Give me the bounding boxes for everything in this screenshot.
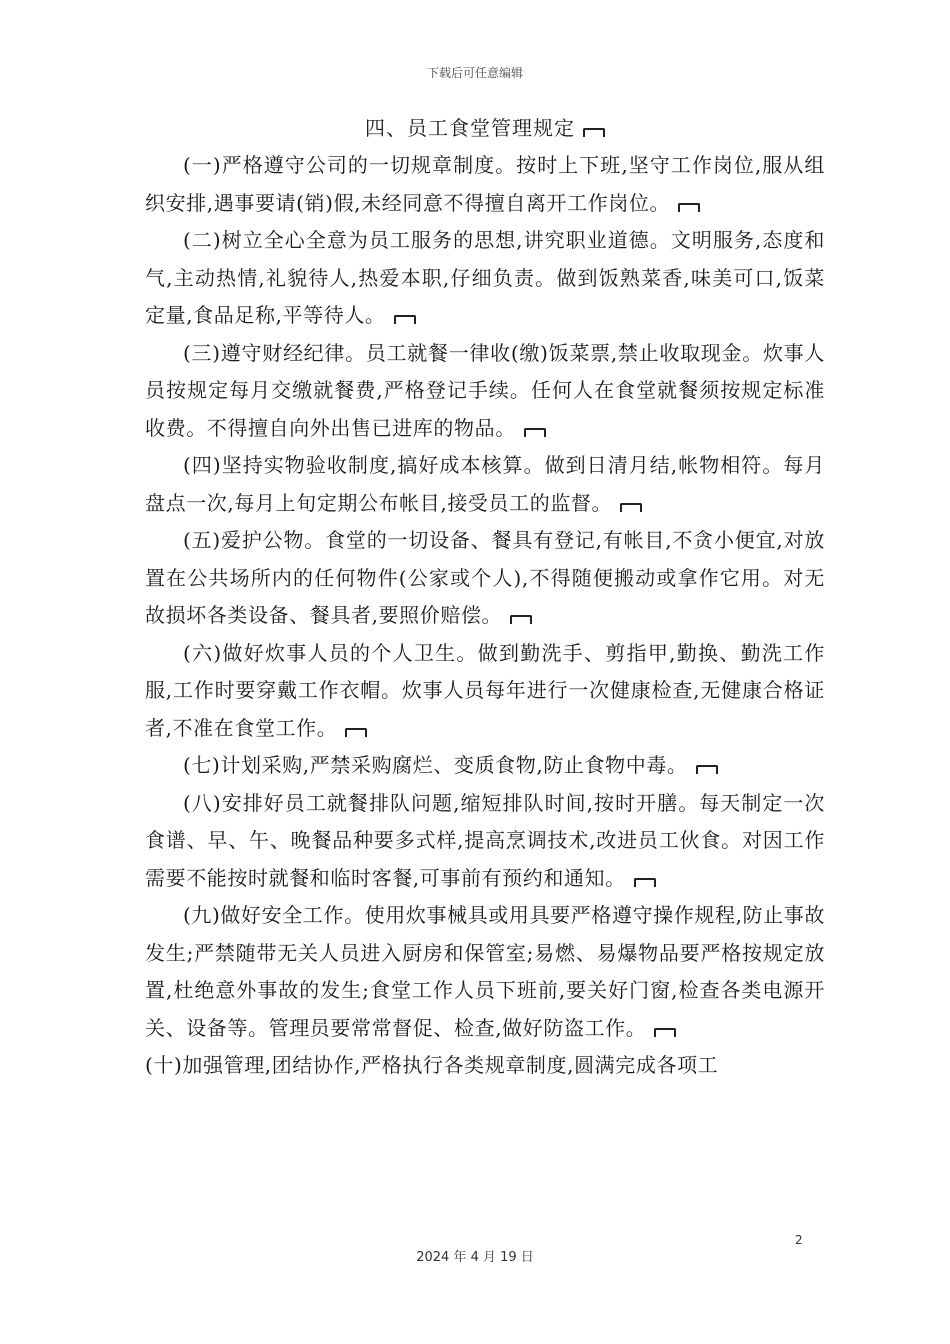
paragraph-mark-icon	[510, 615, 532, 624]
rule-text: (八)安排好员工就餐排队问题,缩短排队时间,按时开膳。每天制定一次食谱、早、午、晚餐品种要多式样,提高烹调技术,改进员工伙食。对因工作需要不能按时就餐和临时客餐,可事前有预约和通知。	[145, 790, 825, 890]
rule-paragraph-6	[145, 635, 825, 748]
document-body	[145, 110, 825, 1085]
rule-paragraph-2	[145, 222, 825, 335]
rule-text: (一)严格遵守公司的一切规章制度。按时上下班,坚守工作岗位,服从组织安排,遇事要请(销)假,未经同意不得擅自离开工作岗位。	[145, 153, 825, 215]
paragraph-mark-icon	[678, 203, 700, 212]
paragraph-mark-icon	[345, 728, 367, 737]
rule-text: (二)树立全心全意为员工服务的思想,讲究职业道德。文明服务,态度和气,主动热情,礼貌待人,热爱本职,仔细负责。做到饭熟菜香,味美可口,饭菜定量,食品足称,平等待人。	[145, 228, 825, 327]
rule-paragraph-9	[145, 897, 825, 1047]
rule-paragraph-7	[145, 747, 825, 785]
rule-text: (十)加强管理,团结协作,严格执行各类规章制度,圆满完成各项工	[145, 1053, 719, 1077]
page-header: 下载后可任意编辑	[426, 66, 523, 80]
rule-text: (七)计划采购,严禁采购腐烂、变质食物,防止食物中毒。	[183, 753, 688, 777]
paragraph-mark-icon	[654, 1028, 676, 1037]
page-footer-date: 2024 年 4 月 19 日	[416, 1250, 534, 1265]
rule-paragraph-5	[145, 522, 825, 635]
page-number: 2	[795, 1233, 803, 1247]
paragraph-mark-icon	[634, 878, 656, 887]
rule-paragraph-4	[145, 447, 825, 522]
paragraph-mark-icon	[524, 428, 546, 437]
paragraph-mark-icon	[583, 128, 605, 137]
rule-text: (九)做好安全工作。使用炊事械具或用具要严格遵守操作规程,防止事故发生;严禁随带无关人员进入厨房和保管室;易燃、易爆物品要严格按规定放置,杜绝意外事故的发生;食堂工作人员下班前,要关好门窗,检查各类电源开关、设备等。管理员要常常督促、检查,做好防盗工作。	[145, 903, 825, 1040]
paragraph-mark-icon	[620, 503, 642, 512]
paragraph-mark-icon	[696, 765, 718, 774]
rule-text: (三)遵守财经纪律。员工就餐一律收(缴)饭菜票,禁止收取现金。炊事人员按规定每月交缴就餐费,严格登记手续。任何人在食堂就餐须按规定标准收费。不得擅自向外出售已进库的物品。	[145, 340, 825, 440]
rule-text: (五)爱护公物。食堂的一切设备、餐具有登记,有帐目,不贪小便宜,对放置在公共场所内的任何物件(公家或个人),不得随便搬动或拿作它用。对无故损坏各类设备、餐具者,要照价赔偿。	[145, 528, 825, 627]
rule-paragraph-8	[145, 785, 825, 898]
rule-paragraph-1	[145, 147, 825, 222]
rule-paragraph-3	[145, 335, 825, 448]
rule-paragraph-10	[145, 1047, 825, 1085]
rule-text: (四)坚持实物验收制度,搞好成本核算。做到日清月结,帐物相符。每月盘点一次,每月上旬定期公布帐目,接受员工的监督。	[145, 453, 825, 515]
section-title	[145, 110, 825, 147]
rule-text: (六)做好炊事人员的个人卫生。做到勤洗手、剪指甲,勤换、勤洗工作服,工作时要穿戴工作衣帽。炊事人员每年进行一次健康检查,无健康合格证者,不准在食堂工作。	[145, 640, 825, 740]
section-title-text: 四、员工食堂管理规定	[365, 116, 575, 140]
paragraph-mark-icon	[394, 315, 416, 324]
